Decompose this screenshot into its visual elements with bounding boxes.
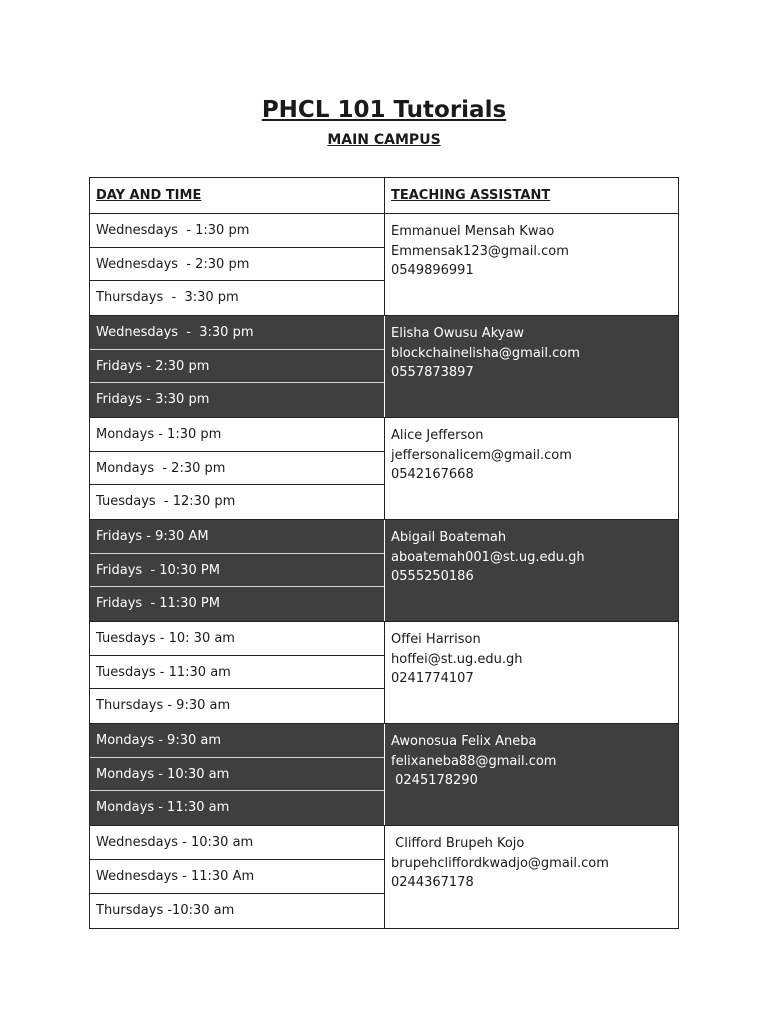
tutorial-slot: Thursdays - 3:30 pm — [96, 290, 239, 306]
assistant-phone: 0542167668 — [391, 467, 474, 482]
tutorial-slot: Mondays - 2:30 pm — [90, 452, 384, 486]
ta-group — [90, 826, 678, 928]
day-time-cell — [90, 724, 385, 825]
tutorial-slot: Mondays - 11:30 am — [96, 800, 230, 816]
teaching-assistant-cell — [385, 826, 678, 928]
assistant-phone: 0555250186 — [391, 569, 474, 584]
tutorial-slot: Tuesdays - 12:30 pm — [96, 494, 236, 510]
teaching-assistant-cell — [385, 214, 678, 315]
tutorial-slot: Wednesdays - 11:30 Am — [90, 860, 384, 894]
tutorial-schedule-table — [89, 177, 679, 929]
tutorial-slot: Fridays - 9:30 AM — [90, 520, 384, 554]
day-time-cell — [90, 520, 385, 621]
assistant-name: Emmanuel Mensah Kwao — [391, 224, 555, 239]
teaching-assistant-cell — [385, 316, 678, 417]
assistant-email: jeffersonalicem@gmail.com — [391, 447, 572, 463]
assistant-phone: 0241774107 — [391, 671, 474, 686]
assistant-name: Offei Harrison — [391, 632, 481, 647]
table-body — [90, 214, 678, 928]
tutorial-slot: Mondays - 9:30 am — [90, 724, 384, 758]
assistant-email: aboatemah001@st.ug.edu.gh — [391, 549, 585, 565]
page-title: PHCL 101 Tutorials — [261, 97, 507, 123]
teaching-assistant-cell — [385, 418, 678, 519]
ta-group — [90, 418, 678, 520]
day-time-column-header: DAY AND TIME — [90, 178, 385, 213]
assistant-name: Awonosua Felix Aneba — [391, 734, 537, 749]
ta-group — [90, 724, 678, 826]
tutorial-slot: Fridays - 3:30 pm — [96, 392, 210, 408]
tutorial-slot: Fridays - 2:30 pm — [90, 350, 384, 384]
teaching-assistant-cell — [385, 520, 678, 621]
assistant-phone: 0557873897 — [391, 365, 474, 380]
day-time-cell — [90, 418, 385, 519]
assistant-name: Alice Jefferson — [391, 428, 484, 443]
tutorial-slot: Mondays - 1:30 pm — [90, 418, 384, 452]
ta-group — [90, 316, 678, 418]
assistant-name: Clifford Brupeh Kojo — [391, 836, 525, 851]
assistant-phone: 0549896991 — [391, 263, 474, 278]
assistant-name: Abigail Boatemah — [391, 530, 507, 545]
tutorial-slot: Wednesdays - 10:30 am — [90, 826, 384, 860]
teaching-assistant-cell — [385, 622, 678, 723]
table-header-row — [90, 178, 678, 214]
tutorial-slot: Thursdays -10:30 am — [96, 903, 235, 918]
tutorial-slot: Wednesdays - 1:30 pm — [90, 214, 384, 248]
assistant-email: hoffei@st.ug.edu.gh — [391, 651, 523, 667]
assistant-email: blockchainelisha@gmail.com — [391, 345, 580, 361]
assistant-email: Emmensak123@gmail.com — [391, 243, 569, 259]
ta-group — [90, 214, 678, 316]
teaching-assistant-column-header: TEACHING ASSISTANT — [391, 188, 551, 203]
tutorial-slot: Tuesdays - 10: 30 am — [90, 622, 384, 656]
day-time-cell — [90, 826, 385, 928]
assistant-phone: 0245178290 — [391, 773, 478, 788]
tutorial-slot: Tuesdays - 11:30 am — [90, 656, 384, 690]
teaching-assistant-cell — [385, 724, 678, 825]
tutorial-slot: Mondays - 10:30 am — [90, 758, 384, 792]
tutorial-slot: Thursdays - 9:30 am — [96, 698, 231, 714]
tutorial-slot: Wednesdays - 2:30 pm — [90, 248, 384, 282]
assistant-name: Elisha Owusu Akyaw — [391, 326, 525, 341]
day-time-cell — [90, 214, 385, 315]
tutorial-slot: Fridays - 10:30 PM — [90, 554, 384, 588]
day-time-cell — [90, 622, 385, 723]
ta-group — [90, 622, 678, 724]
tutorial-slot: Fridays - 11:30 PM — [96, 596, 220, 612]
page-subtitle: MAIN CAMPUS — [327, 132, 441, 148]
ta-group — [90, 520, 678, 622]
tutorial-slot: Wednesdays - 3:30 pm — [90, 316, 384, 350]
assistant-phone: 0244367178 — [391, 875, 474, 890]
assistant-email: brupehcliffordkwadjo@gmail.com — [391, 855, 609, 871]
day-time-cell — [90, 316, 385, 417]
assistant-email: felixaneba88@gmail.com — [391, 753, 557, 769]
